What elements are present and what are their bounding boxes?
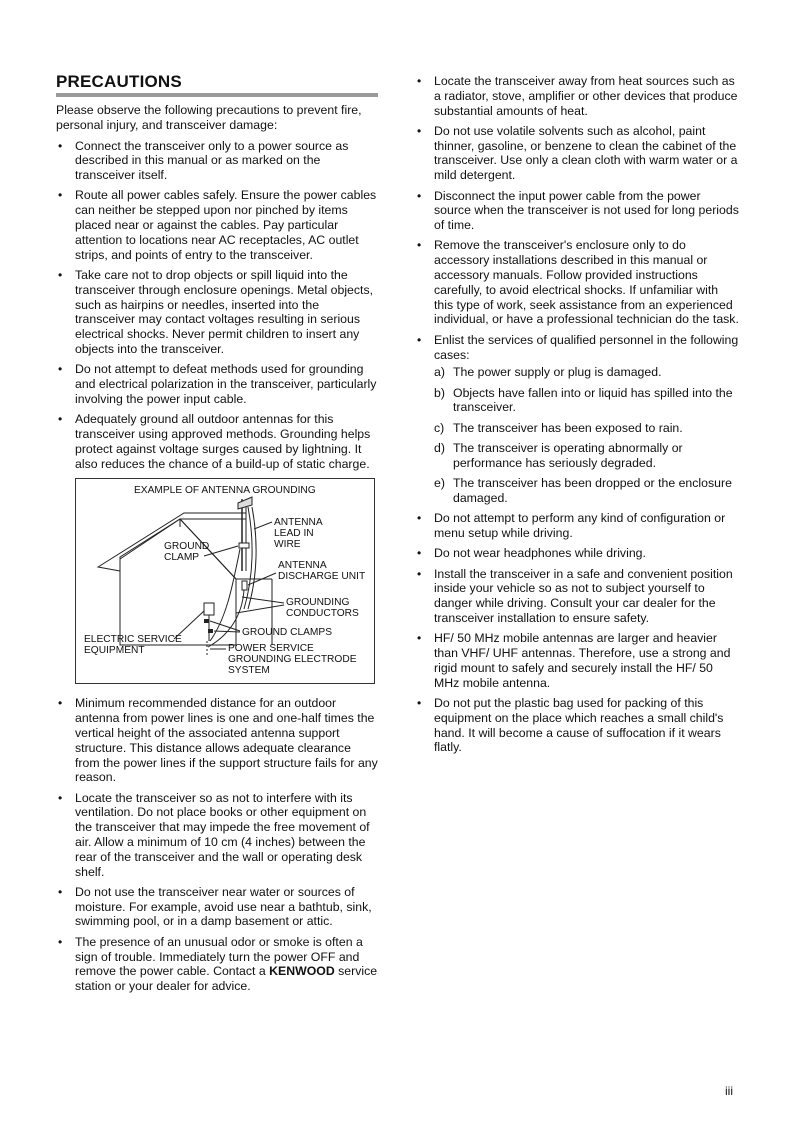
title-rule xyxy=(56,93,378,97)
precaution-list-left-a xyxy=(56,139,378,472)
label-electric-service: EQUIPMENT xyxy=(84,645,145,657)
case-text: Objects have fallen into or liquid has spilled into the transceiver. xyxy=(453,385,733,415)
case-text: The transceiver has been exposed to rain. xyxy=(453,420,683,435)
ground-clamp-mast xyxy=(239,543,249,548)
electric-service-box xyxy=(204,603,214,615)
precaution-list-right-a xyxy=(415,74,740,755)
service-cases-list xyxy=(434,365,740,505)
case-letter: a) xyxy=(434,365,445,380)
list-item: • Remove the transceiver's enclosure only to do accessory installations described in this manual or accessory manuals. Follow provided instructions carefully, to avoid electrical shocks. If unfamiliar with this type of work, seek assistance from an experienced individual, or have a professional technician do the task. xyxy=(415,238,740,327)
diagram-title: EXAMPLE OF ANTENNA GROUNDING xyxy=(134,485,316,497)
list-item: • Adequately ground all outdoor antennas for this transceiver using approved methods. Grounding helps protect against voltage surges caused by lightning. It also reduces the chance of a build-up of static charge. xyxy=(56,412,378,471)
precaution-list-left-b xyxy=(56,696,378,994)
case-item xyxy=(434,476,740,506)
lead-in-wire xyxy=(244,507,252,609)
label-grounding-conductors: CONDUCTORS xyxy=(286,608,359,620)
label-ground-clamps: GROUND CLAMPS xyxy=(242,627,333,639)
label-ground-clamp: CLAMP xyxy=(164,552,200,564)
label-power-service: SYSTEM xyxy=(228,665,270,677)
label-antenna-lead: LEAD IN xyxy=(274,528,314,540)
odor-text-before: The presence of an unusual odor or smoke is often a sign of trouble. Immediately turn the power OFF and remove the power cable. Contact a xyxy=(75,934,363,979)
list-item: • Do not attempt to perform any kind of configuration or menu setup while driving. xyxy=(415,511,740,541)
list-item xyxy=(56,935,378,994)
page-number: iii xyxy=(725,1084,733,1098)
antenna-grounding-diagram xyxy=(75,478,375,684)
case-item xyxy=(434,421,740,436)
ground-clamp-1 xyxy=(204,619,209,623)
case-text: The transceiver has been dropped or the enclosure damaged. xyxy=(453,476,732,505)
leader-line xyxy=(236,605,284,613)
odor-text-after: service station or your dealer for advice. xyxy=(75,964,378,994)
grounding-conductor xyxy=(208,590,244,647)
label-antenna-lead: ANTENNA xyxy=(274,517,323,529)
case-text: The power supply or plug is damaged. xyxy=(453,365,662,380)
case-text: The transceiver is operating abnormally or performance has seriously degraded. xyxy=(453,441,683,470)
label-grounding-conductors: GROUNDING xyxy=(286,597,350,609)
list-item: • Do not use the transceiver near water or sources of moisture. For example, avoid use near a bathtub, sink, swimming pool, or in a damp basement or attic. xyxy=(56,885,378,929)
label-discharge-unit: DISCHARGE UNIT xyxy=(278,571,366,583)
list-item xyxy=(415,333,740,506)
ground-clamp-2 xyxy=(208,629,213,633)
case-item xyxy=(434,386,740,416)
label-power-service: POWER SERVICE xyxy=(228,643,314,655)
leader-line xyxy=(254,522,272,529)
list-item: • Disconnect the input power cable from the power source when the transceiver is not used for long periods of time. xyxy=(415,189,740,233)
left-column xyxy=(56,72,378,999)
list-item: • HF/ 50 MHz mobile antennas are larger and heavier than VHF/ UHF antennas. Therefore, use a strong and rigid mount to safely and securely install the HF/ 50 MHz mobile antenna. xyxy=(415,631,740,690)
antenna-grounding-illustration xyxy=(76,479,374,683)
list-item: • Minimum recommended distance for an outdoor antenna from power lines is one and one-half times the vertical height of the associated antenna support structure. This distance allows adequate clearance from the power lines if the support structure fails for any reason. xyxy=(56,696,378,785)
case-letter: e) xyxy=(434,476,445,491)
leader-line xyxy=(174,611,204,639)
case-letter: b) xyxy=(434,385,445,400)
case-letter: d) xyxy=(434,441,445,456)
list-item: • Do not attempt to defeat methods used for grounding and electrical polarization in the transceiver, particularly involving the power input cable. xyxy=(56,362,378,406)
list-item: • Do not put the plastic bag used for packing of this equipment on the place which reaches a small child's hand. It will become a cause of suffocation if it wears flatly. xyxy=(415,696,740,755)
case-item xyxy=(434,441,740,471)
discharge-unit xyxy=(242,581,247,590)
page-title: PRECAUTIONS xyxy=(56,72,182,91)
case-letter: c) xyxy=(434,420,445,435)
list-item: • Locate the transceiver away from heat sources such as a radiator, stove, amplifier or other devices that produce substantial amounts of heat. xyxy=(415,74,740,118)
label-discharge-unit: ANTENNA xyxy=(278,560,327,572)
list-item: • Do not wear headphones while driving. xyxy=(415,546,740,561)
list-item: • Locate the transceiver so as not to interfere with its ventilation. Do not place books or other equipment on the transceiver that may impede the free movement of air. Allow a minimum of 10 cm (4 inches) between the rear of the transceiver and the wall or operating desk shelf. xyxy=(56,791,378,880)
label-ground-clamp: GROUND xyxy=(164,541,210,553)
enlist-text: Enlist the services of qualified personnel in the following cases: xyxy=(434,332,739,362)
brand-name: KENWOOD xyxy=(269,964,335,979)
label-power-service: GROUNDING ELECTRODE xyxy=(228,654,357,666)
list-item: • Install the transceiver in a safe and convenient position inside your vehicle so as not to subject yourself to danger while driving. Consult your car dealer for the transceiver installation to ensure safety. xyxy=(415,567,740,626)
leader-line xyxy=(242,597,284,603)
label-antenna-lead: WIRE xyxy=(274,539,301,551)
list-item: • Take care not to drop objects or spill liquid into the transceiver through enclosure openings. Metal objects, such as hairpins or needles, inserted into the transceiver may contact voltages resulting in serious electrical shocks. Never permit children to insert any objects into the transceiver. xyxy=(56,268,378,357)
case-item xyxy=(434,365,740,380)
list-item: • Connect the transceiver only to a power source as described in this manual or as marked on the transceiver itself. xyxy=(56,139,378,183)
right-column xyxy=(415,74,740,761)
label-electric-service: ELECTRIC SERVICE xyxy=(84,634,182,646)
intro-paragraph: Please observe the following precautions to prevent fire, personal injury, and transceiver damage: xyxy=(56,103,362,132)
list-item: • Do not use volatile solvents such as alcohol, paint thinner, gasoline, or benzene to clean the cabinet of the transceiver. Use only a clean cloth with warm water or a mild detergent. xyxy=(415,124,740,183)
list-item: • Route all power cables safely. Ensure the power cables can neither be stepped upon nor pinched by items placed near or against the cables. Pay particular attention to locations near AC receptacles, AC outlet strips, and points of entry to the transceiver. xyxy=(56,188,378,262)
antenna-element xyxy=(238,497,252,509)
